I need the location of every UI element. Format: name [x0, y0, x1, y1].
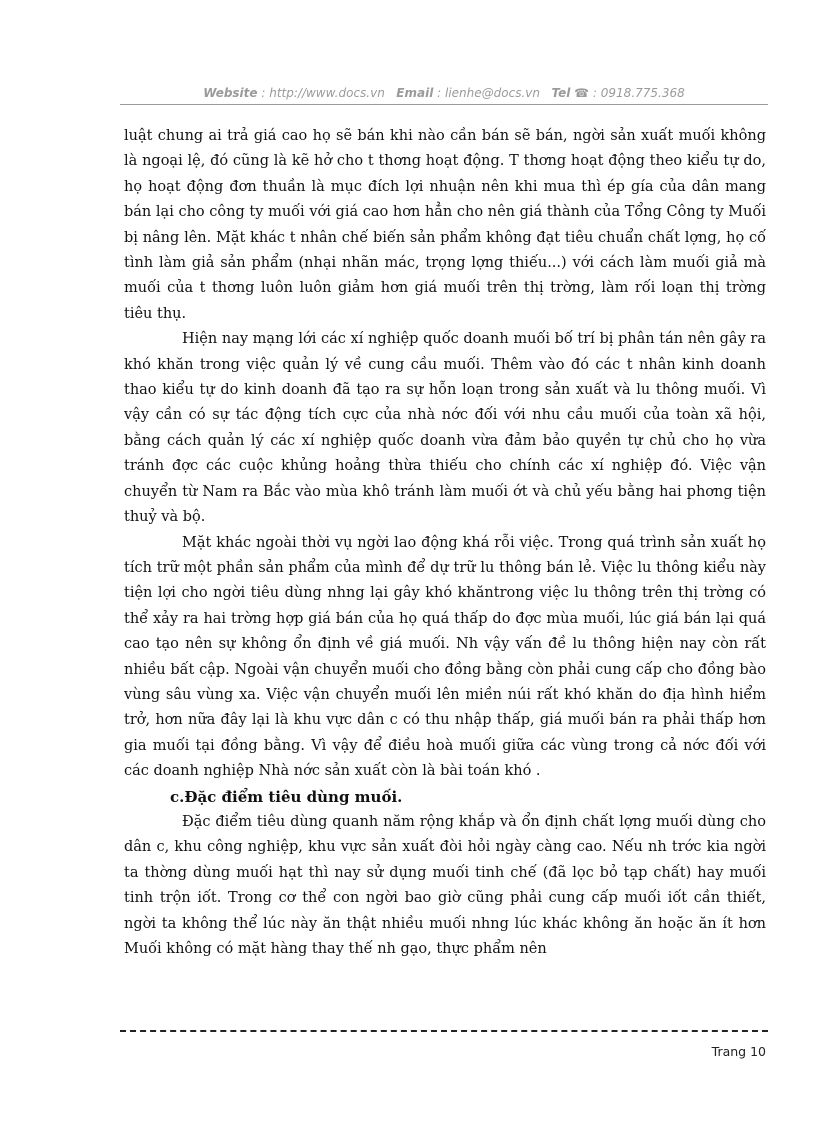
- phone-number: ☎ : 0918.775.368: [574, 86, 685, 100]
- website-url: : http://www.docs.vn: [261, 86, 385, 100]
- tel-label: Tel: [551, 86, 571, 100]
- website-label: Website: [203, 86, 258, 100]
- paragraph-3: Mặt khác ngoài thời vụ ngời lao động khá rỗi việc. Trong quá trình sản xuất họ tích trữ một phần sản phẩm của mình để dự trữ lu thông bán lẻ. Việc lu thông kiểu này tiện lợi cho ngời tiêu dùng nhng lại gây khó khăntrong việc lu thông trên thị trờng có thể xảy ra hai trờng hợp giá bán của họ quá thấp do đợc mùa muối, lúc giá bán lại quá cao tạo nên sự không ổn định về giá muối. Nh vậy vấn đề lu thông hiện nay còn rất nhiều bất cập. Ngoài vận chuyển muối cho đồng bằng còn phải cung cấp cho đồng bào vùng sâu vùng xa. Việc vận chuyển muối lên miền núi rất khó khăn do địa hình hiểm trở, hơn nữa đây lại là khu vực dân c có thu nhập thấp, giá muối bán ra phải thấp hơn gia muối tại đồng bằng. Vì vậy để điều hoà muối giữa các vùng trong cả nớc đối với các doanh nghiệp Nhà nớc sản xuất còn là bài toán khó .: [124, 534, 766, 780]
- page-number: Trang 10: [711, 1044, 766, 1059]
- header-divider: [120, 104, 768, 105]
- paragraph-4: Đặc điểm tiêu dùng quanh năm rộng khắp và ổn định chất lợng muối dùng cho dân c, khu công nghiệp, khu vực sản xuất đòi hỏi ngày càng cao. Nếu nh trớc kia ngời ta thờng dùng muối hạt thì nay sử dụng muối tinh chế (đã lọc bỏ tạp chất) hay muối tinh trộn iốt. Trong cơ thể con ngời bao giờ cũng phải cung cấp muối iốt cần thiết, ngời ta không thể lúc này ăn thật nhiều muối nhng lúc khác không ăn hoặc ăn ít hơn Muối không có mặt hàng thay thế nh gạo, thực phẩm nên: [124, 813, 766, 957]
- footer-divider: [120, 1030, 768, 1032]
- paragraph-1: luật chung ai trả giá cao họ sẽ bán khi nào cần bán sẽ bán, ngời sản xuất muối không là ngoại lệ, đó cũng là kẽ hở cho t thơng hoạt động. T thơng hoạt động theo kiểu tự do, họ hoạt động đơn thuần là mục đích lợi nhuận nên khi mua thì ép gía của dân mang bán lại cho công ty muối với giá cao hơn hẳn cho nên giá thành của Tổng Công ty Muối bị nâng lên. Mặt khác t nhân chế biến sản phẩm không đạt tiêu chuẩn chất lợng, họ cố tình làm giả sản phẩm (nhại nhãn mác, trọng lợng thiếu...) với cách làm muối giả mà muối của t thơng luôn luôn giảm hơn giá muối trên thị trờng, làm rối loạn thị trờng tiêu thụ.: [124, 128, 766, 322]
- document-body: [124, 124, 766, 962]
- email-label: Email: [396, 86, 434, 100]
- paragraph-2: Hiện nay mạng lới các xí nghiệp quốc doanh muối bố trí bị phân tán nên gây ra khó khăn trong việc quản lý về cung cầu muối. Thêm vào đó các t nhân kinh doanh thao kiểu tự do kinh doanh đã tạo ra sự hỗn loạn trong sản xuất và lu thông muối. Vì vậy cần có sự tác động tích cực của nhà nớc đối với nhu cầu muối của toàn xã hội, bằng cách quản lý các xí nghiệp quốc doanh vừa đảm bảo quyền tự chủ cho họ vừa tránh đợc các cuộc khủng hoảng thừa thiếu cho chính các xí nghiệp đó. Việc vận chuyển từ Nam ra Bắc vào mùa khô tránh làm muối ớt và chủ yếu bằng hai phơng tiện thuỷ và bộ.: [124, 331, 766, 526]
- email-address: : lienhe@docs.vn: [437, 86, 540, 100]
- section-heading: c.Đặc điểm tiêu dùng muối.: [170, 787, 403, 806]
- page-header: [120, 86, 768, 100]
